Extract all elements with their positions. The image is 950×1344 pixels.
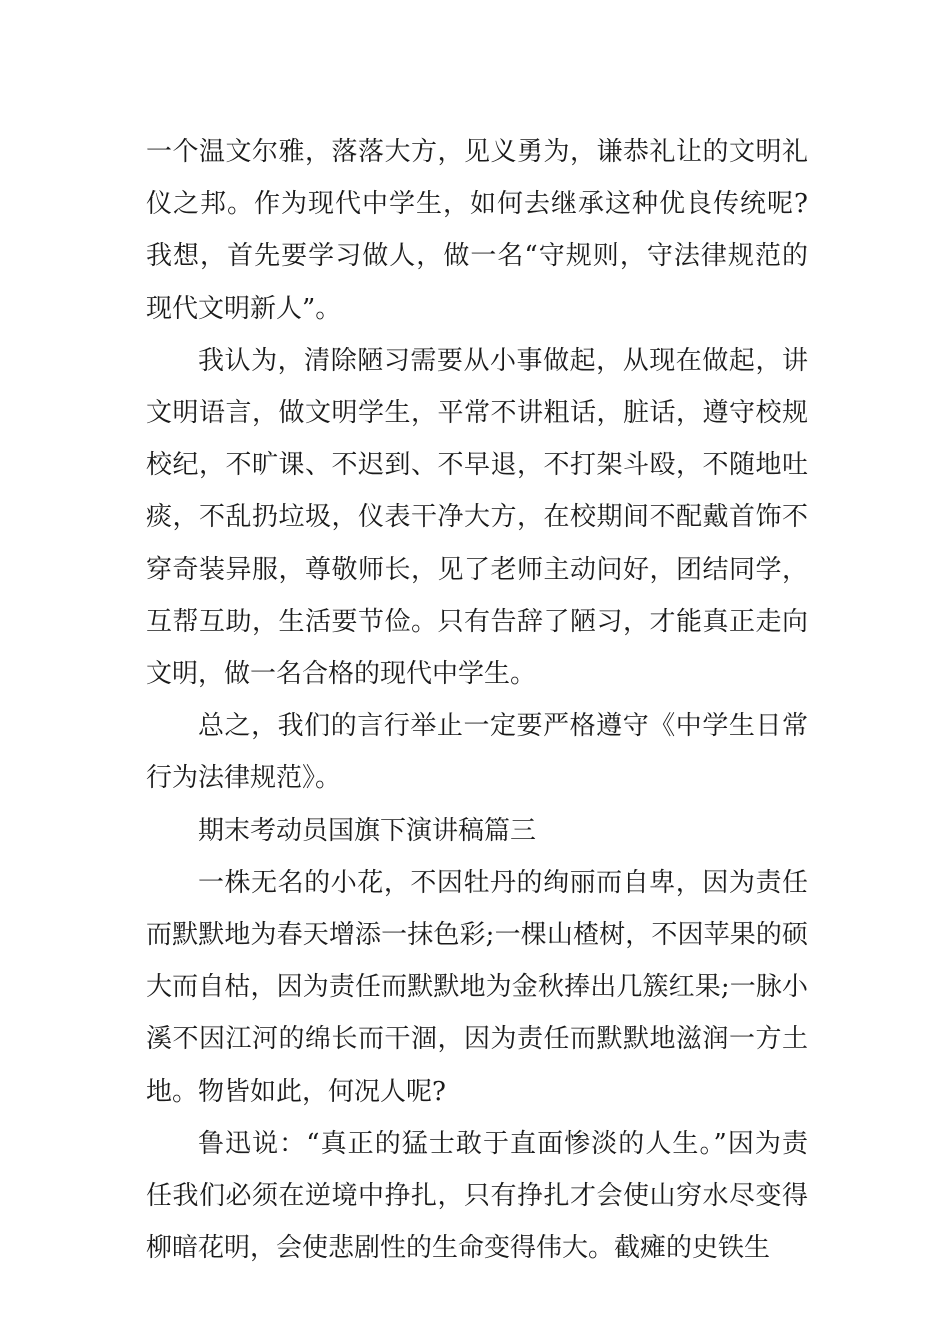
paragraph-2: 我认为，清除陋习需要从小事做起，从现在做起，讲文明语言，做文明学生，平常不讲粗话，脏话，遵守校规校纪，不旷课、不迟到、不早退，不打架斗殴，不随地吐痰，不乱扔垃圾，仪表干净大方，在校期间不配戴首饰不穿奇装异服，尊敬师长，见了老师主动问好，团结同学，互帮互助，生活要节俭。只有告辞了陋习，才能真正走向文明，做一名合格的现代中学生。 bbox=[146, 345, 808, 690]
paragraph-1: 一个温文尔雅，落落大方，见义勇为，谦恭礼让的文明礼仪之邦。作为现代中学生，如何去继承这种优良传统呢?我想，首先要学习做人，做一名“守规则，守法律规范的现代文明新人”。 bbox=[146, 137, 808, 324]
paragraph-5: 鲁迅说：“真正的猛士敢于直面惨淡的人生。”因为责任我们必须在逆境中挣扎，只有挣扎才会使山穷水尽变得柳暗花明，会使悲剧性的生命变得伟大。截瘫的史铁生 bbox=[146, 1128, 808, 1264]
paragraph-3: 总之，我们的言行举止一定要严格遵守《中学生日常行为法律规范》。 bbox=[146, 711, 808, 794]
document-body bbox=[146, 126, 808, 1274]
section-heading: 期末考动员国旗下演讲稿篇三 bbox=[198, 815, 537, 846]
paragraph-4: 一株无名的小花，不因牡丹的绚丽而自卑，因为责任而默默地为春天增添一抹色彩;一棵山楂树，不因苹果的硕大而自枯，因为责任而默默地为金秋捧出几簇红果;一脉小溪不因江河的绵长而干涸，因为责任而默默地滋润一方土地。物皆如此，何况人呢? bbox=[146, 867, 808, 1107]
